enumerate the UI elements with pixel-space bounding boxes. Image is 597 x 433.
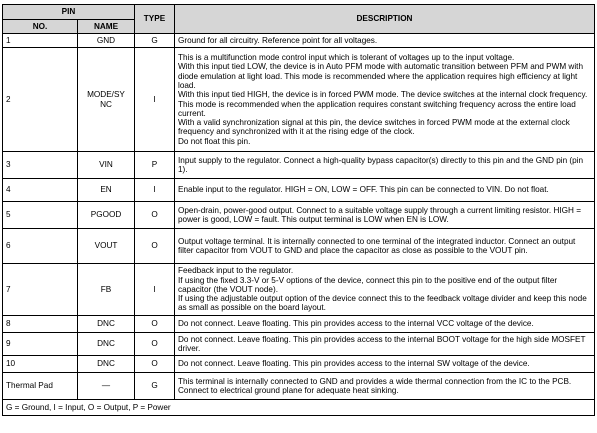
description-paragraph: This is a multifunction mode control input which is tolerant of voltages up to the input voltage. [178, 53, 515, 63]
name-header: NAME [78, 20, 135, 34]
pin-type: P [135, 152, 175, 179]
pin-description [175, 179, 595, 202]
pin-type: I [135, 48, 175, 152]
type-legend: G = Ground, I = Input, O = Output, P = Power [3, 400, 595, 416]
description-paragraph: Feedback input to the regulator. [178, 266, 294, 276]
pin-description [175, 356, 595, 373]
pin-number: 9 [3, 333, 78, 356]
pin-description [175, 229, 595, 264]
table-row [3, 202, 595, 229]
legend-row [3, 400, 595, 416]
table-row [3, 34, 595, 48]
type-header: TYPE [135, 5, 175, 34]
description-paragraph: If using the fixed 3.3-V or 5-V options of the device, connect this pin to the positive end of the output filter capacitor (the VOUT node). [178, 275, 558, 294]
pin-description [175, 333, 595, 356]
pin-type: O [135, 316, 175, 333]
pin-type: I [135, 179, 175, 202]
pin-type: I [135, 264, 175, 316]
table-row [3, 179, 595, 202]
header-row [3, 5, 595, 20]
table-row [3, 229, 595, 264]
description-paragraph: Input supply to the regulator. Connect a high-quality bypass capacitor(s) directly to this pin and the GND pin (pin 1). [178, 155, 584, 174]
pin-number: 8 [3, 316, 78, 333]
table-row [3, 373, 595, 400]
pin-name: DNC [78, 316, 135, 333]
pin-number: 6 [3, 229, 78, 264]
pin-description [175, 48, 595, 152]
table-row [3, 264, 595, 316]
pin-name: EN [78, 179, 135, 202]
pin-number: 4 [3, 179, 78, 202]
pin-name: MODE/SY NC [78, 48, 135, 152]
pin-description [175, 373, 595, 400]
no-header: NO. [3, 20, 78, 34]
table-row [3, 356, 595, 373]
pin-name: DNC [78, 333, 135, 356]
pin-name: PGOOD [78, 202, 135, 229]
pin-functions-table [2, 4, 595, 416]
pin-number: 3 [3, 152, 78, 179]
description-paragraph: With this input tied LOW, the device is in Auto PFM mode with automatic transition between PFM and PWM with diode emulation at light load. This mode is recommended where the application requires high efficiency at light load. [178, 62, 583, 90]
pin-name: FB [78, 264, 135, 316]
description-paragraph: Do not connect. Leave floating. This pin provides access to the internal BOOT voltage for the high side MOSFET driver. [178, 334, 586, 353]
pin-name: VIN [78, 152, 135, 179]
pin-description [175, 316, 595, 333]
pin-number: 5 [3, 202, 78, 229]
description-paragraph: With a valid synchronization signal at this pin, the device switches in forced PWM mode at the external clock frequency and synchronized with it at the rising edge of the clock. [178, 118, 570, 137]
table-row [3, 333, 595, 356]
pin-type: G [135, 373, 175, 400]
description-paragraph: Enable input to the regulator. HIGH = ON, LOW = OFF. This pin can be connected to VIN. Do not float. [178, 185, 549, 195]
description-header: DESCRIPTION [175, 5, 595, 34]
pin-number: Thermal Pad [3, 373, 78, 400]
description-paragraph: This terminal is internally connected to GND and provides a wide thermal connection from the IC to the PCB. Connect to electrical ground plane for adequate heat sinking. [178, 376, 572, 395]
pin-type: G [135, 34, 175, 48]
pin-type: O [135, 333, 175, 356]
pin-description [175, 202, 595, 229]
pin-number: 7 [3, 264, 78, 316]
pin-name: DNC [78, 356, 135, 373]
pin-number: 10 [3, 356, 78, 373]
description-paragraph: Do not connect. Leave floating. This pin provides access to the internal SW voltage of the device. [178, 359, 530, 369]
pin-type: O [135, 202, 175, 229]
table-row [3, 316, 595, 333]
pin-description [175, 264, 595, 316]
pin-number: 1 [3, 34, 78, 48]
table-row [3, 48, 595, 152]
pin-name: VOUT [78, 229, 135, 264]
table-row [3, 152, 595, 179]
pin-name: GND [78, 34, 135, 48]
description-paragraph: Do not connect. Leave floating. This pin provides access to the internal VCC voltage of the device. [178, 319, 534, 329]
pin-description [175, 152, 595, 179]
pin-description [175, 34, 595, 48]
description-paragraph: Do not float this pin. [178, 136, 251, 146]
description-paragraph: With this input tied HIGH, the device is in forced PWM mode. The device switches at the internal clock frequency. This mode is recommended when the application requires constant switching frequency across the entire load current. [178, 90, 588, 118]
description-paragraph: Ground for all circuitry. Reference point for all voltages. [178, 35, 378, 45]
description-paragraph: Output voltage terminal. It is internally connected to one terminal of the integrated inductor. Connect an output filter capacitor from VOUT to GND and place the capacitor as close as possible to the VOUT pin. [178, 236, 576, 255]
pin-header: PIN [3, 5, 135, 20]
description-paragraph: If using the adjustable output option of the device connect this to the feedback voltage divider and keep this node as small as possible on the board layout. [178, 294, 587, 313]
description-paragraph: Open-drain, power-good output. Connect to a suitable voltage supply through a current limiting resistor. HIGH = power is good, LOW = fault. This output terminal is LOW when EN is LOW. [178, 205, 581, 224]
pin-type: O [135, 356, 175, 373]
pin-number: 2 [3, 48, 78, 152]
pin-type: O [135, 229, 175, 264]
pin-name: — [78, 373, 135, 400]
